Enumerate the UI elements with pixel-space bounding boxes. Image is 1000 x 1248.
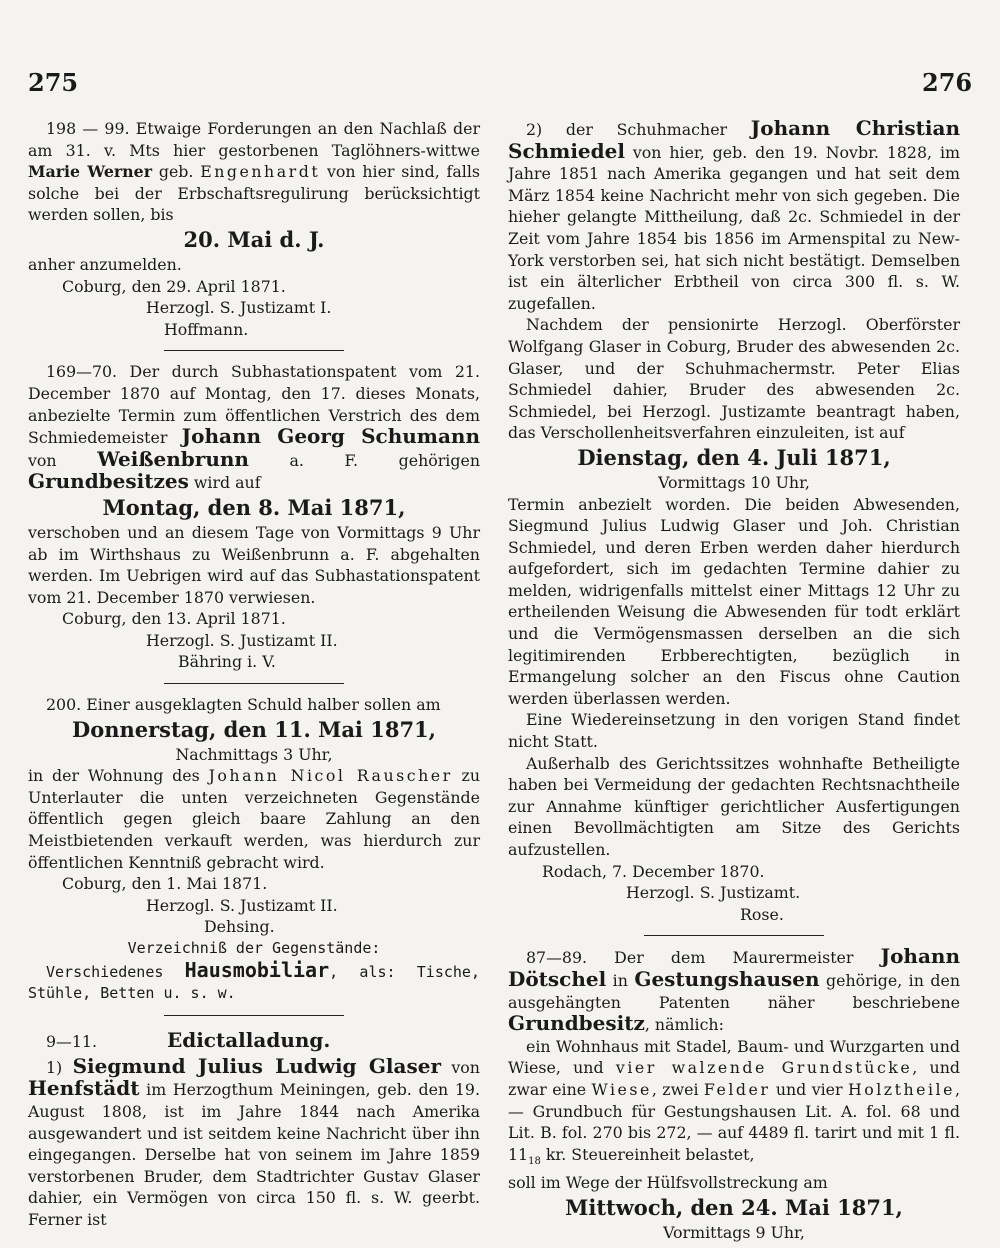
hearing-time: Vormittags 10 Uhr, <box>658 472 810 492</box>
notice-text: 200. Einer ausgeklagten Schuld halber sollen am <box>46 695 441 715</box>
notice-text: anher anzumelden. <box>28 254 182 274</box>
court-office: Herzogl. S. Justizamt II. <box>146 630 338 650</box>
court-office: Herzogl. S. Justizamt I. <box>146 298 332 318</box>
notice-schumann <box>28 361 480 673</box>
notice-glaser <box>28 1026 480 1231</box>
notice-rauscher-body: in der Wohnung des Johann Nicol Rauscher zu Unterlauter die unten verzeichneten Gegenstände öffentlich gegen gleich baare Zahlung an den Meistbietenden verkauft werden, was hierdurch zur öffentlichen Kenntniß gebracht wird. <box>28 766 480 872</box>
signer: Hoffmann. <box>164 319 249 339</box>
signer: Rose. <box>740 904 784 924</box>
notice-doetschel-body: 87—89. Der dem Maurermeister Johann Dötschel in Gestungshausen gehörige, in den ausgehängten Patenten näher beschriebene Grundbesitz, nämlich: <box>508 944 960 1036</box>
property-description: ein Wohnhaus mit Stadel, Baum- und Wurzgarten und Wiese, und vier walzende Grundstücke, und zwar eine Wiese, zwei Felder und vier Holztheile, — Grundbuch für Gestungshausen Lit. A. fol. 68 und Lit. B. fol. 270 bis 272, — auf 4489 fl. tarirt und mit 1 fl. $11_{18}$ kr. Steuereinheit belastet, <box>508 1036 960 1167</box>
signer: Bähring i. V. <box>178 652 276 672</box>
notice-doetschel <box>508 946 960 1243</box>
edict-heading: 9—11. Edictalladung. <box>46 1027 331 1052</box>
auction-date: Mittwoch, den 24. Mai 1871, <box>565 1195 903 1221</box>
notice-werner <box>28 118 480 340</box>
auction-date: Montag, den 8. Mai 1871, <box>102 494 406 520</box>
sale-date: Donnerstag, den 11. Mai 1871, <box>72 716 436 742</box>
notice-text: Außerhalb des Gerichtssitzes wohnhafte Betheiligte haben bei Vermeidung der gedachten Rechtsnachtheile zur Annahme künftiger gerichtlicher Ausfertigungen einen Bevollmächtigten am Sitze des Gerichts aufzustellen. <box>508 753 960 859</box>
notice-werner-body: 198 — 99. Etwaige Forderungen an den Nachlaß der am 31. v. Mts hier gestorbenen Taglöhners-wittwe Marie Werner geb. Engenhardt von hier sind, falls solche bei der Erbschaftsregulirung berücksichtigt werden sollen, bis <box>28 119 480 225</box>
place-date: Coburg, den 13. April 1871. <box>62 609 286 629</box>
notice-schumann-body: 169—70. Der durch Subhastationspatent vom 21. December 1870 auf Montag, den 17. dieses Monats, anbezielte Termin zum öffentlichen Verstrich des dem Schmiedemeister Johann Georg Schumann von Weißenbrunn a. F. gehörigen Grundbesitzes wird auf <box>28 362 480 494</box>
notice-text: Eine Wiedereinsetzung in den vorigen Stand findet nicht Statt. <box>508 710 960 752</box>
place-date: Coburg, den 29. April 1871. <box>62 276 286 296</box>
notice-glaser-body: 1) Siegmund Julius Ludwig Glaser von Henfstädt im Herzogthum Meiningen, geb. den 19. August 1808, ist im Jahre 1844 nach Amerika ausgewandert und ist seitdem keine Nachricht über ihn eingegangen. Derselbe hat von seinem im Jahre 1859 verstorbenen Bruder, dem Stadtrichter Gustav Glaser dahier, ein Vermögen von circa 150 fl. s. W. geerbt. Ferner ist <box>28 1053 480 1229</box>
page-number-left: 275 <box>28 68 79 97</box>
notice-schmiedel-body: 2) der Schuhmacher Johann Christian Schmiedel von hier, geb. den 19. Novbr. 1828, im Jahre 1851 nach Amerika gegangen und hat seit dem März 1854 keine Nachricht mehr von sich gegeben. Die hieher gelangte Mittheilung, daß 2c. Schmiedel in der Zeit vom Jahre 1854 bis 1856 im Armenspital zu New-York verstorben sei, hat sich nicht bestätigt. Demselben ist ein älterlicher Erbtheil von circa 300 fl. s. W. zugefallen. <box>508 116 960 313</box>
list-title: Verzeichniß der Gegenstände: <box>127 939 381 957</box>
divider <box>164 1015 344 1016</box>
notice-schmiedel <box>508 118 960 925</box>
item-list: Verschiedenes Hausmobiliar, als: Tische, Stühle, Betten u. s. w. <box>28 957 480 1003</box>
page-number-right: 276 <box>922 68 973 97</box>
divider <box>164 350 344 351</box>
deadline-date: 20. Mai d. J. <box>183 226 325 252</box>
sale-time: Nachmittags 3 Uhr, <box>175 744 333 764</box>
notice-text: verschoben und an diesem Tage von Vormittags 9 Uhr ab im Wirthshaus zu Weißenbrunn a. F. abgehalten werden. Im Uebrigen wird auf das Subhastationspatent vom 21. December 1870 verwiesen. <box>28 522 480 607</box>
court-office: Herzogl. S. Justizamt II. <box>146 895 338 915</box>
notice-text: Nachdem der pensionirte Herzogl. Oberförster Wolfgang Glaser in Coburg, Bruder des abwesenden 2c. Glaser, und der Schuhmachermstr. Peter Elias Schmiedel dahier, Bruder des abwesenden 2c. Schmiedel, bei Herzogl. Justizamte beantragt haben, das Verschollenheitsverfahren einzuleiten, ist auf <box>508 315 960 443</box>
court-office: Herzogl. S. Justizamt. <box>626 883 801 903</box>
place-date: Rodach, 7. December 1870. <box>542 861 765 881</box>
divider <box>164 683 344 684</box>
notice-rauscher <box>28 694 480 1005</box>
notice-text: Termin anbezielt worden. Die beiden Abwesenden, Siegmund Julius Ludwig Glaser und Joh. Christian Schmiedel, und deren Erben werden daher hierdurch aufgefordert, sich im gedachten Termine dahier zu melden, widrigenfalls mittelst einer Mittags 12 Uhr zu ertheilenden Weisung die Abwesenden für todt erklärt und die Vermögensmassen derselben an die sich legitimirenden Erbberechtigten, bezüglich in Ermangelung solcher an den Fiscus ohne Caution werden überlassen werden. <box>508 494 960 708</box>
signer: Dehsing. <box>204 917 275 937</box>
right-column <box>508 118 960 1244</box>
place-date: Coburg, den 1. Mai 1871. <box>62 874 268 894</box>
auction-time: Vormittags 9 Uhr, <box>663 1223 805 1243</box>
notice-text: soll im Wege der Hülfsvollstreckung am <box>508 1173 828 1193</box>
divider <box>644 935 824 936</box>
left-column <box>28 118 480 1231</box>
hearing-date: Dienstag, den 4. Juli 1871, <box>577 444 891 470</box>
